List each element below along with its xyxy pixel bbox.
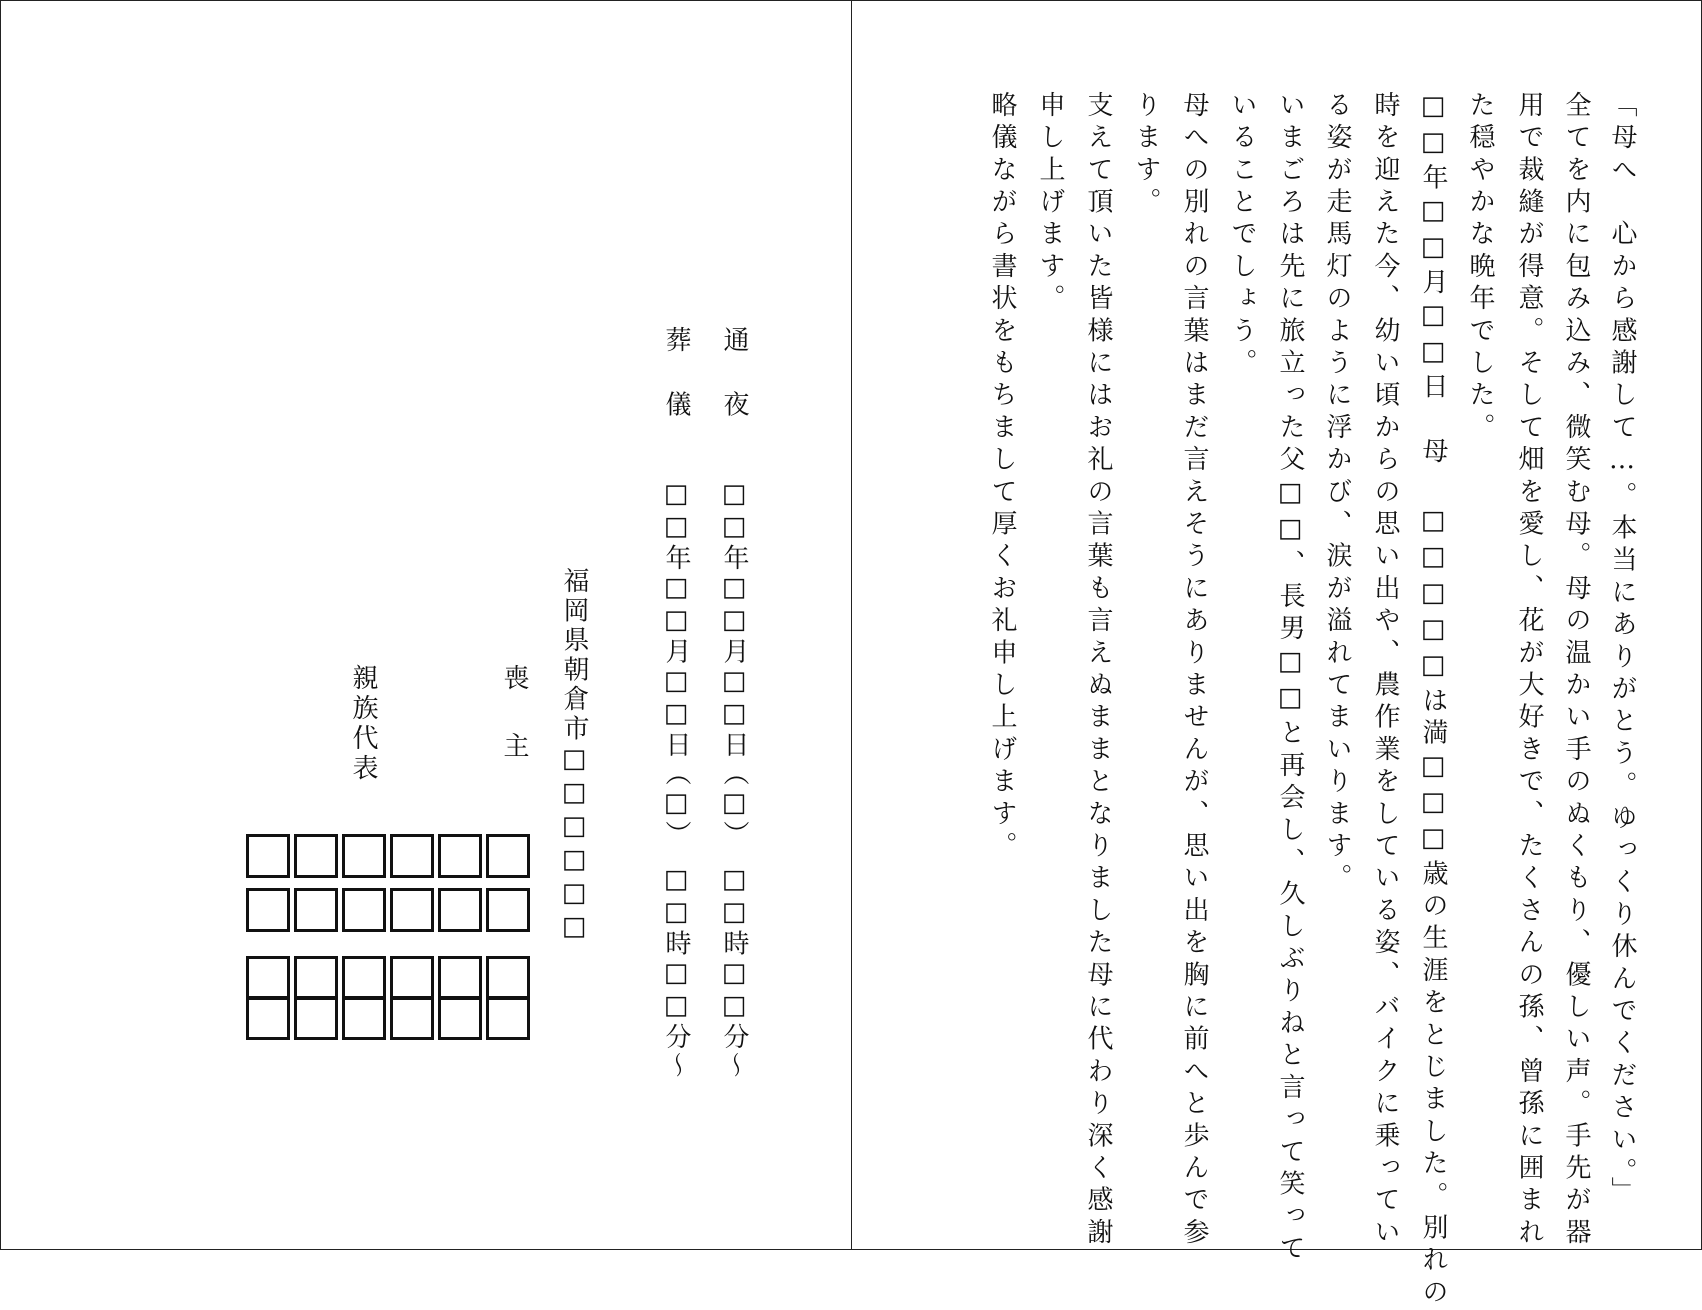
letter-line-2: 全てを内に包み込み、微笑む母。母の温かい手のぬくもり、優しい声。手先が器 <box>1561 91 1591 1251</box>
letter-line-14: 略儀ながら書状をもちまして厚くお礼申し上げます。 <box>987 91 1017 864</box>
letter-line-7: る姿が走馬灯のように浮かび、涙が溢れてまいります。 <box>1322 91 1352 896</box>
relatives-label: 親族代表 <box>348 664 378 784</box>
name-box <box>294 996 338 1040</box>
name-box <box>390 956 434 1000</box>
name-box <box>246 888 290 932</box>
name-box <box>294 834 338 878</box>
chief-mourner-label: 喪 主 <box>499 664 529 766</box>
name-box <box>438 888 482 932</box>
name-box <box>486 834 530 878</box>
name-box <box>342 996 386 1040</box>
letter-line-13: 申し上げます。 <box>1035 91 1065 317</box>
letter-line-6: 時を迎えた今、幼い頃からの思い出や、農作業をしている姿、バイクに乗ってい <box>1370 91 1400 1251</box>
name-box <box>390 996 434 1040</box>
name-box <box>246 956 290 1000</box>
wake-datetime: □□年□□月□□日（□） □□時□□分～ <box>719 479 749 1080</box>
name-box <box>486 996 530 1040</box>
letter-line-1: 「母へ 心から感謝して…。本当にありがとう。ゆっくり休んでください。」 <box>1607 91 1637 1209</box>
letter-line-11: ります。 <box>1131 91 1161 220</box>
name-box <box>486 956 530 1000</box>
name-box <box>294 956 338 1000</box>
name-box <box>486 888 530 932</box>
name-box <box>294 888 338 932</box>
letter-line-10: 母への別れの言葉はまだ言えそうにありませんが、思い出を胸に前へと歩んで参 <box>1179 91 1209 1251</box>
name-box <box>246 996 290 1040</box>
name-box <box>246 834 290 878</box>
name-box <box>342 888 386 932</box>
letter-line-12: 支えて頂いた皆様にはお礼の言葉も言えぬままとなりました母に代わり深く感謝 <box>1083 91 1113 1251</box>
name-box <box>342 956 386 1000</box>
name-box <box>342 834 386 878</box>
funeral-label: 葬 儀 <box>661 326 691 423</box>
name-box <box>438 956 482 1000</box>
letter-line-8: いまごろは先に旅立った父□□、長男□□と再会し、久しぶりねと言って笑って <box>1275 91 1305 1267</box>
wake-label: 通 夜 <box>719 326 749 423</box>
name-box <box>390 888 434 932</box>
right-page <box>851 0 1702 1310</box>
letter-line-9: いることでしょう。 <box>1227 91 1257 381</box>
name-box-grid <box>246 834 526 1036</box>
left-page <box>0 0 852 1250</box>
letter-line-4: た穏やかな晩年でした。 <box>1465 91 1495 446</box>
name-box <box>438 834 482 878</box>
name-box <box>438 996 482 1040</box>
letter-line-5: □□年□□月□□日 母 □□□□□は満□□□歳の生涯をとじました。別れの <box>1418 91 1448 1310</box>
funeral-datetime: □□年□□月□□日（□） □□時□□分～ <box>661 479 691 1080</box>
letter-line-3: 用で裁縫が得意。そして畑を愛し、花が大好きで、たくさんの孫、曾孫に囲まれ <box>1514 91 1544 1251</box>
name-box <box>390 834 434 878</box>
sender-address: 福岡県朝倉市□□□□□□ <box>559 567 589 945</box>
